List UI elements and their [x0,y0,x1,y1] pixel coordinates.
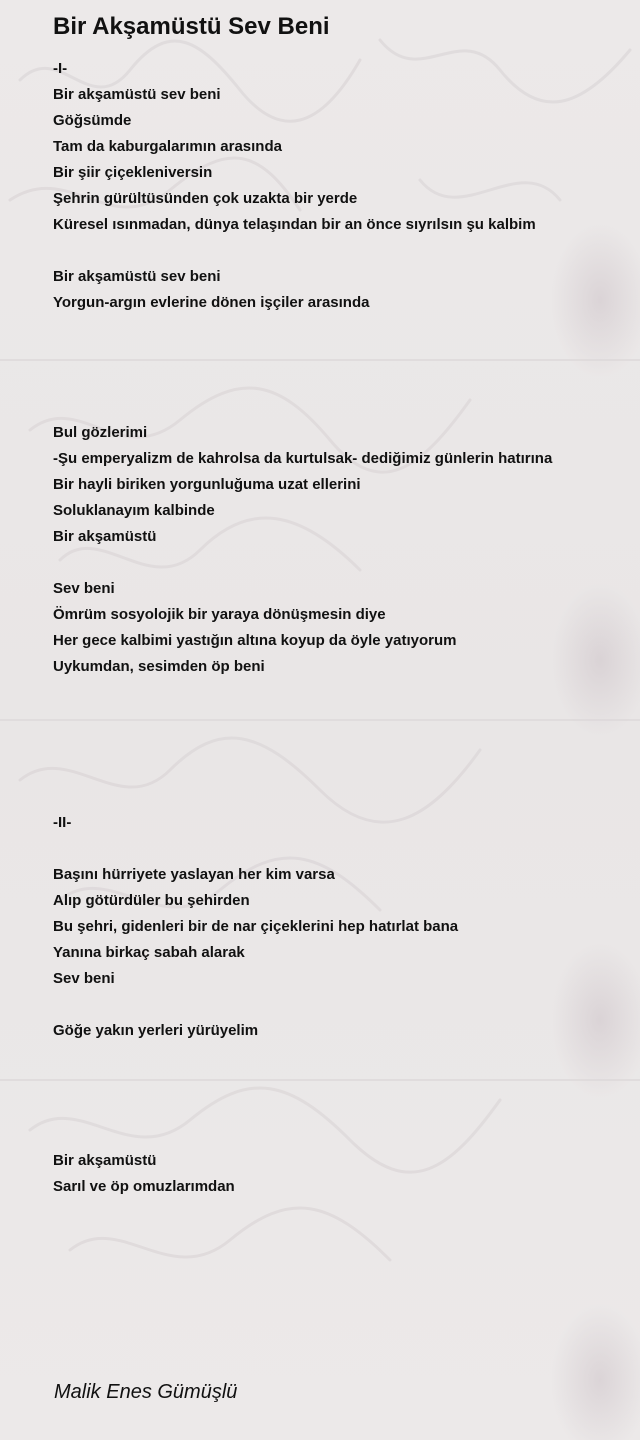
poem-blank-line [53,758,633,784]
poem-blank-line [53,342,633,368]
poem-line: Küresel ısınmadan, dünya telaşından bir an önce sıyrılsın şu kalbim [53,216,536,233]
poem-blank-line [53,1096,633,1122]
poem-line: Bir akşamüstü [53,528,157,545]
poem-blank-line [53,732,633,758]
poem-blank-line [53,680,633,706]
poem-line: Bir hayli biriken yorgunluğuma uzat ellerini [53,476,361,493]
poem-line: Başını hürriyete yaslayan her kim varsa [53,866,335,883]
poem-line: Yanına birkaç sabah alarak [53,944,245,961]
poem-line: -Şu emperyalizm de kahrolsa da kurtulsak- dediğimiz günlerin hatırına [53,450,553,467]
poem-line: Uykumdan, sesimden öp beni [53,658,265,675]
poem-line: Bir şiir çiçekleniversin [53,164,213,181]
poem-blank-line [53,368,633,394]
poem-blank-line [53,1044,633,1070]
poem-blank-line [53,1070,633,1096]
poem-blank-line [53,316,633,342]
poem-line: Her gece kalbimi yastığın altına koyup da öyle yatıyorum [53,632,457,649]
poem-line: -I- [53,60,68,77]
poem-title: Bir Akşamüstü Sev Beni [53,13,330,40]
poem-blank-line [53,784,633,810]
poem-line: Soluklanayım kalbinde [53,502,215,519]
poem-blank-line [53,1122,633,1148]
poem-author: Malik Enes Gümüşlü [54,1381,238,1403]
poem-blank-line [53,550,633,576]
poem-line: Ömrüm sosyolojik bir yaraya dönüşmesin diye [53,606,386,623]
poem-blank-line [53,992,633,1018]
poem-line: Tam da kaburgalarımın arasında [53,138,282,155]
poem-line: -II- [53,814,72,831]
poem-line: Sev beni [53,580,115,597]
poem-line: Alıp götürdüler bu şehirden [53,892,250,909]
poem-line: Göğsümde [53,112,132,129]
poem-body [53,56,633,1200]
poem-line: Göğe yakın yerleri yürüyelim [53,1022,259,1039]
poem-line: Bir akşamüstü sev beni [53,86,221,103]
poem-blank-line [53,706,633,732]
poem-line: Bir akşamüstü sev beni [53,268,221,285]
poem-line: Bir akşamüstü [53,1152,157,1169]
poem-line: Yorgun-argın evlerine dönen işçiler arasında [53,294,370,311]
poem-line: Bu şehri, gidenleri bir de nar çiçeklerini hep hatırlat bana [53,918,459,935]
poem-blank-line [53,394,633,420]
poem-line: Bul gözlerimi [53,424,148,441]
poem-line: Sev beni [53,970,115,987]
poem-line: Şehrin gürültüsünden çok uzakta bir yerde [53,190,358,207]
poem-line: Sarıl ve öp omuzlarımdan [53,1178,235,1195]
poem-blank-line [53,836,633,862]
poem-blank-line [53,238,633,264]
